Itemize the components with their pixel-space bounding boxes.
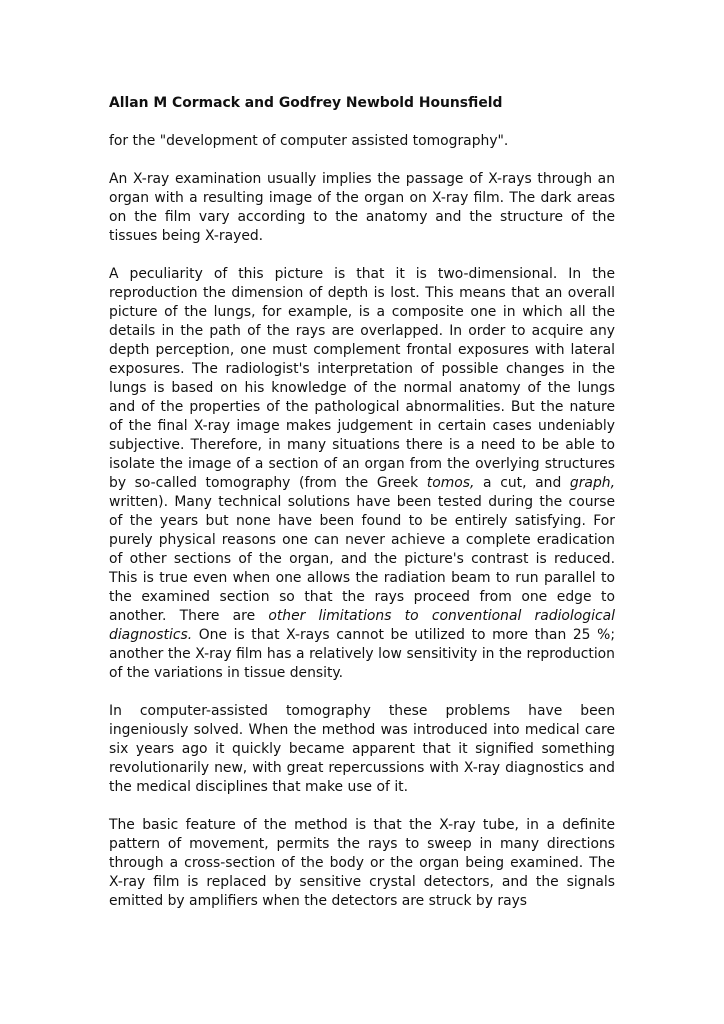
paragraph-peculiarity (109, 265, 615, 683)
p2-text-d: One is that X-rays cannot be utilized to more than 25 %; another the X-ray film has a relatively low sensitivity in the reproduction of the variations in tissue density. (109, 627, 615, 681)
prize-motivation: for the "development of computer assisted tomography". (109, 133, 509, 149)
paragraph-basic-feature: The basic feature of the method is that the X-ray tube, in a definite pattern of movement, permits the rays to sweep in many directions through a cross-section of the body or the organ being examined. The X-ray film is replaced by sensitive crystal detectors, and the signals emitted by amplifiers when the detectors are struck by rays (109, 817, 615, 909)
paragraph-computer-assisted: In computer-assisted tomography these problems have been ingeniously solved. When the method was introduced into medical care six years ago it quickly became apparent that it signified something revolutionarily new, with great repercussions with X-ray diagnostics and the medical disciplines that make use of it. (109, 703, 615, 795)
p2-limitations: other limitations to conventional radiological diagnostics. (109, 608, 615, 643)
paragraph-xray-examination: An X-ray examination usually implies the passage of X-rays through an organ with a resulting image of the organ on X-ray film. The dark areas on the film vary according to the anatomy and the structure of the tissues being X-rayed. (109, 171, 615, 244)
p2-text-b: a cut, and (474, 475, 570, 491)
p2-graph: graph, (569, 475, 615, 491)
document-title: Allan M Cormack and Godfrey Newbold Hounsfield (109, 95, 503, 111)
p2-text-a: A peculiarity of this picture is that it is two-dimensional. In the reproduction the dimension of depth is lost. This means that an overall picture of the lungs, for example, is a composite one in which all the details in the path of the rays are overlapped. In order to acquire any depth perception, one must complement frontal exposures with lateral exposures. The radiologist's interpretation of possible changes in the lungs is based on his knowledge of the normal anatomy of the lungs and of the properties of the pathological abnormalities. But the nature of the final X-ray image makes judgement in certain cases undeniably subjective. Therefore, in many situations there is a need to be able to isolate the image of a section of an organ from the overlying structures by so-called tomography (from the Greek (109, 266, 615, 491)
p2-tomos: tomos, (426, 475, 475, 491)
p2-text-c: written). Many technical solutions have been tested during the course of the years but none have been found to be entirely satisfying. For purely physical reasons one can never achieve a complete eradication of other sections of the organ, and the picture's contrast is reduced. This is true even when one allows the radiation beam to run parallel to the examined section so that the rays proceed from one edge to another. There are (109, 494, 615, 624)
document-page (109, 94, 615, 930)
